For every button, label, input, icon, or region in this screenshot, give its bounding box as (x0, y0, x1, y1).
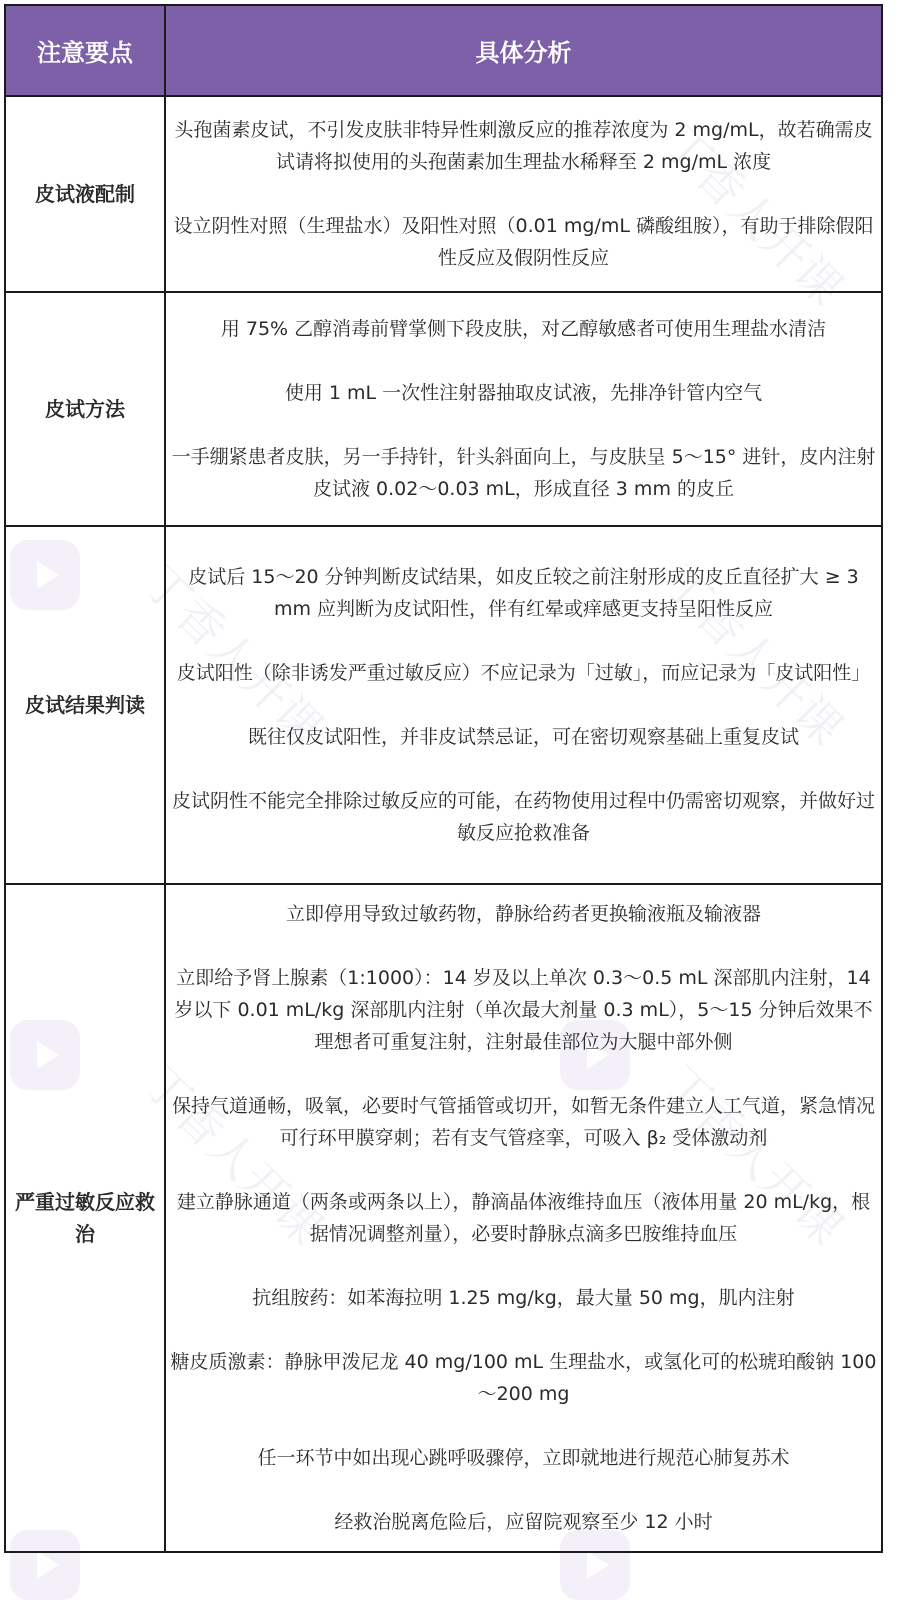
row-label: 严重过敏反应救治 (5, 884, 165, 1552)
watermark-text: 丁香人开课 (652, 1054, 854, 1256)
row-content (165, 96, 882, 316)
row-content (165, 292, 882, 526)
list-item: 头孢菌素皮试，不引发皮肤非特异性刺激反应的推荐浓度为 2 mg/mL，故若确需皮试请将拟使用的头孢菌素加生理盐水稀释至 2 mg/mL 浓度 (174, 119, 873, 173)
list-item: 皮试阳性（除非诱发严重过敏反应）不应记录为「过敏」，而应记录为「皮试阳性」 (176, 662, 871, 684)
watermark-text: 丁香人开课 (652, 554, 854, 756)
list-item: 用 75% 乙醇消毒前臂掌侧下段皮肤，对乙醇敏感者可使用生理盐水清洁 (220, 318, 827, 340)
header-analysis: 具体分析 (165, 5, 882, 96)
list-item: 经救治脱离危险后，应留院观察至少 12 小时 (334, 1511, 713, 1533)
list-item: 使用 1 mL 一次性注射器抽取皮试液，先排净针管内空气 (284, 382, 763, 404)
list-item: 保持气道通畅，吸氧，必要时气管插管或切开，如暂无条件建立人工气道，紧急情况可行环甲膜穿刺；若有支气管痉挛，可吸入 β₂ 受体激动剂 (171, 1095, 875, 1149)
row-label: 皮试液配制 (5, 96, 165, 292)
guideline-table (4, 4, 883, 1553)
list-item: 皮试阴性不能完全排除过敏反应的可能，在药物使用过程中仍需密切观察，并做好过敏反应抢救准备 (171, 790, 875, 844)
watermark-text: 丁香人开课 (652, 114, 854, 316)
table-row (5, 96, 882, 292)
table-row (5, 292, 882, 526)
watermark-text: 丁香人开课 (132, 554, 334, 756)
row-label: 皮试方法 (5, 292, 165, 526)
list-item: 立即给予肾上腺素（1:1000）：14 岁及以上单次 0.3～0.5 mL 深部肌内注射，14 岁以下 0.01 mL/kg 深部肌内注射（单次最大剂量 0.3 mL），5～15 分钟后效果不理想者可重复注射，注射最佳部位为大腿中部外侧 (174, 967, 873, 1053)
table-row (5, 884, 882, 1552)
row-content (165, 526, 882, 884)
watermark-text: 丁香人开课 (132, 1054, 334, 1256)
list-item: 一手绷紧患者皮肤，另一手持针，针头斜面向上，与皮肤呈 5～15° 进针，皮内注射皮试液 0.02～0.03 mL，形成直径 3 mm 的皮丘 (171, 446, 876, 500)
list-item: 立即停用导致过敏药物，静脉给药者更换输液瓶及输液器 (285, 903, 761, 925)
row-content (165, 884, 882, 1552)
list-item: 任一环节中如出现心跳呼吸骤停，立即就地进行规范心肺复苏术 (257, 1447, 790, 1469)
row-label: 皮试结果判读 (5, 526, 165, 884)
table-row (5, 526, 882, 884)
list-item: 既往仅皮试阳性，并非皮试禁忌证，可在密切观察基础上重复皮试 (247, 726, 799, 748)
list-item: 皮试后 15～20 分钟判断皮试结果，如皮丘较之前注射形成的皮丘直径扩大 ≥ 3 mm 应判断为皮试阳性，伴有红晕或痒感更支持呈阳性反应 (188, 566, 859, 620)
list-item: 建立静脉通道（两条或两条以上），静滴晶体液维持血压（液体用量 20 mL/kg，根据情况调整剂量），必要时静脉点滴多巴胺维持血压 (176, 1191, 871, 1245)
list-item: 糖皮质激素：静脉甲泼尼龙 40 mg/100 mL 生理盐水，或氢化可的松琥珀酸钠 100～200 mg (170, 1351, 877, 1405)
header-key-points: 注意要点 (5, 5, 165, 96)
list-item: 抗组胺药：如苯海拉明 1.25 mg/kg，最大量 50 mg，肌内注射 (252, 1287, 795, 1309)
table-header-row (5, 5, 882, 96)
list-item: 设立阴性对照（生理盐水）及阳性对照（0.01 mg/mL 磷酸组胺），有助于排除假阳性反应及假阴性反应 (173, 215, 874, 269)
